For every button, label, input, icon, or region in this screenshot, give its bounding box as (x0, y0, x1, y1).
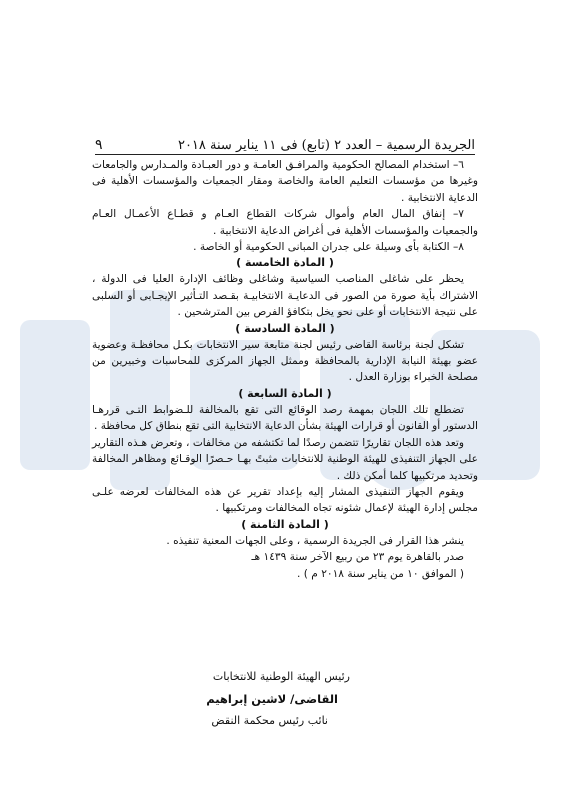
article-5-text: يحظر على شاغلى المناصب السياسية وشاغلى وظائف الإدارة العليا فى الدولة ، الاشتراك بأية صورة من الصور فى الدعايـة الانتخابيـة بقـصد التـأثير الإيجـابى أو السلبى على نتيجة الانتخابات أو على نحو يخل بتكافؤ الفرص بين المترشحين . (92, 273, 478, 319)
article-7-paragraph: تضطلع تلك اللجان بمهمة رصد الوقائع التى تقع بالمخالفة للـضوابط التـى قررهـا الدستور أو القانون أو قرارات الهيئة بشأن الدعاية الانتخابية التى تقع بنطاق كل محافظة . (92, 403, 478, 433)
signatory-position: نائب رئيس محكمة النقض (211, 714, 328, 727)
article-7-paragraph: وتعد هذه اللجان تقاريرًا تتضمن رصدًا لما تكتشفه من مخالفات ، وتعرض هـذه التقارير على الجهاز التنفيذى للهيئة الوطنية للانتخابات مثبتً بهـا حـصرًا الوقـائع ومظاهر المخالفة وتحديد مرتكبيها كلما أمكن ذلك . (92, 436, 478, 482)
article-8-line: صدر بالقاهرة يوم ٢٣ من ربيع الآخر سنة ١٤٣٩ هـ (251, 551, 464, 564)
page-number: ٩ (95, 137, 103, 153)
document-body (92, 157, 478, 582)
page-header (95, 127, 475, 153)
signatory-title: رئيس الهيئة الوطنية للانتخابات (212, 670, 350, 683)
list-item: ٦– استخدام المصالح الحكومية والمرافـق العامـة و دور العبـادة والمـدارس والجامعات وغيرها من مؤسسات التعليم العامة والخاصة ومقار الجمعيات والمؤسسات الأهلية فى الدعاية الانتخابية . (92, 159, 478, 204)
article-6-text: تشكل لجنة برئاسة القاضى رئيس لجنة متابعة سير الانتخابات بكـل محافظـة وعضوية عضو بهيئة النيابة الإدارية بالمحافظة وممثل الجهاز المركزى للمحاسبات وخبيرين من مصلحة الخبراء بوزارة العدل . (92, 338, 478, 384)
list-item: ٨– الكتابة بأى وسيلة على جدران المبانى الحكومية أو الخاصة . (193, 241, 464, 254)
article-7-paragraph: ويقوم الجهاز التنفيذى المشار إليه بإعداد تقرير عن هذه المخالفات لعرضه علـى مجلس إدارة الهيئة لإعمال شئونه تجاه المخالفات ومرتكبيها . (92, 485, 478, 515)
gazette-title: الجريدة الرسمية – العدد ٢ (تابع) فى ١١ يناير سنة ٢٠١٨ (177, 138, 475, 153)
signatory-name: القاضى/ لاشين إبراهيم (206, 692, 338, 706)
header-rule (95, 154, 475, 155)
signature-block (100, 666, 350, 732)
article-7-heading: ( المادة السابعة ) (238, 386, 332, 400)
article-8-line: ينشر هذا القرار فى الجريدة الرسمية ، وعلى الجهات المعنية تنفيذه . (166, 534, 464, 547)
article-8-line: ( الموافق ١٠ من يناير سنة ٢٠١٨ م ) . (297, 567, 464, 580)
article-6-heading: ( المادة السادسة ) (235, 321, 335, 335)
list-item: ٧– إنفاق المال العام وأموال شركات القطاع العـام و قطـاع الأعمـال العـام والجمعيات والمؤسسات الأهلية فى أغراض الدعاية الانتخابية . (92, 208, 478, 237)
article-5-heading: ( المادة الخامسة ) (236, 256, 334, 270)
article-8-heading: ( المادة الثامنة ) (241, 517, 329, 531)
